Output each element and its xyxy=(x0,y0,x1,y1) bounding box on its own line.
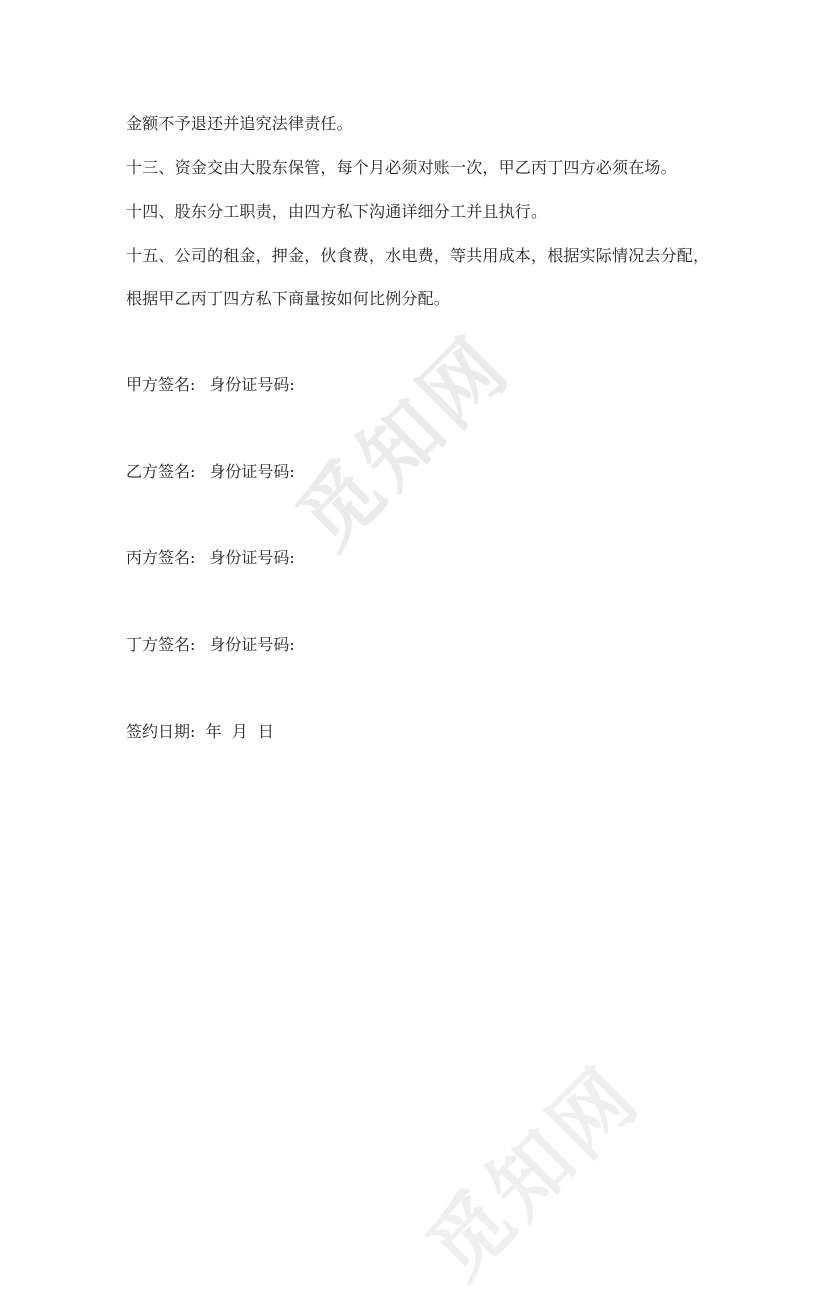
party-d-signature-label: 丁方签名: xyxy=(126,635,196,654)
party-a-id-label: 身份证号码: xyxy=(209,375,295,394)
paragraph-1: 金额不予退还并追究法律责任。 xyxy=(126,114,353,133)
signature-line-party-a xyxy=(126,375,295,395)
party-c-id-label: 身份证号码: xyxy=(209,548,295,567)
signature-line-party-d xyxy=(126,635,295,655)
party-d-id-label: 身份证号码: xyxy=(209,635,295,654)
signature-line-party-c xyxy=(126,548,295,568)
party-b-id-label: 身份证号码: xyxy=(209,462,295,481)
party-a-signature-label: 甲方签名: xyxy=(126,375,196,394)
party-b-signature-label: 乙方签名: xyxy=(126,462,196,481)
paragraph-clause-15-cont: 根据甲乙丙丁四方私下商量按如何比例分配。 xyxy=(126,289,451,308)
party-c-signature-label: 丙方签名: xyxy=(126,548,196,567)
paragraph-clause-15: 十五、公司的租金，押金，伙食费，水电费，等共用成本，根据实际情况去分配， xyxy=(126,246,710,265)
signature-line-party-b xyxy=(126,462,295,482)
signing-date-line: 签约日期: 年 月 日 xyxy=(126,722,274,741)
watermark-bottom: 觅知网 xyxy=(409,1048,659,1297)
watermark: 觅知网 xyxy=(279,318,529,567)
paragraph-clause-13: 十三、资金交由大股东保管，每个月必须对账一次，甲乙丙丁四方必须在场。 xyxy=(126,158,677,177)
paragraph-clause-14: 十四、股东分工职责，由四方私下沟通详细分工并且执行。 xyxy=(126,202,548,221)
